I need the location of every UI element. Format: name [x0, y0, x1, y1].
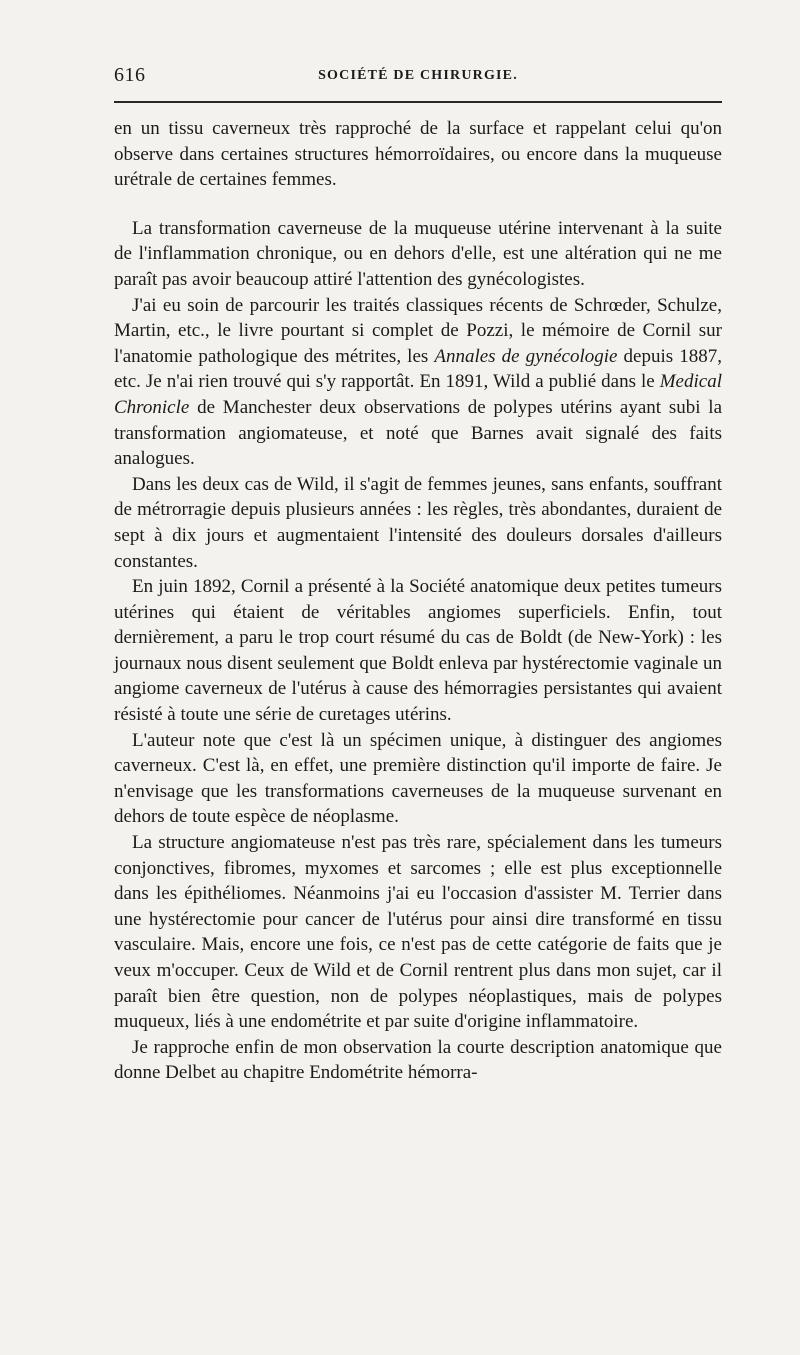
- text-segment: La transformation caverneuse de la muqueuse utérine intervenant à la suite de l'inflammation chronique, ou en dehors d'elle, est une altération qui ne me paraît pas avoir beaucoup attiré l'attention des gynécologistes.: [114, 217, 722, 290]
- paragraph: [114, 574, 722, 728]
- journal-title-annales: Annales de gynécologie: [434, 345, 618, 367]
- text-segment: de Manchester deux observations de polypes utérins ayant subi la transformation angiomateuse, et noté que Barnes avait signalé des faits analogues.: [114, 396, 722, 470]
- text-segment: Dans les deux cas de Wild, il s'agit de femmes jeunes, sans enfants, souffrant de métrorragie depuis plusieurs années : les règles, très abondantes, duraient de sept à dix jours et augmentaient l'intensité des douleurs dorsales d'ailleurs constantes.: [114, 473, 722, 572]
- header-rule: [114, 101, 722, 103]
- paragraph: [114, 1035, 722, 1086]
- text-segment: La structure angiomateuse n'est pas très rare, spécialement dans les tumeurs conjonctives, fibromes, myxomes et sarcomes ; elle est plus exceptionnelle dans les épithéliomes. Néanmoins j'ai eu l'occasion d'assister M. Terrier dans une hystérectomie pour cancer de l'utérus pour ainsi dire transformé en tissu vasculaire. Mais, encore une fois, ce n'est pas de cette catégorie de faits que je veux m'occuper. Ceux de Wild et de Cornil rentrent plus dans mon sujet, car il paraît bien être question, non de polypes néoplastiques, mais de polypes muqueux, liés à une endométrite et par suite d'origine inflammatoire.: [114, 832, 722, 1033]
- paragraph: [114, 728, 722, 830]
- body-text: [114, 116, 722, 1086]
- text-segment: depuis 1887, etc. Je n'ai rien trouvé qui s'y rapportât. En 1891, Wild a publié dans le: [114, 345, 722, 393]
- text-segment: En juin 1892, Cornil a présenté à la Société anatomique deux petites tumeurs utérines qui étaient de véritables angiomes superficiels. Enfin, tout dernièrement, a paru le trop court résumé du cas de Boldt (de New-York) : les journaux nous disent seulement que Boldt enleva par hystérectomie vaginale un angiome caverneux de l'utérus à cause des hémorragies persistantes qui avaient résisté à toute une série de curetages utérins.: [114, 576, 722, 726]
- running-title: SOCIÉTÉ DE CHIRURGIE.: [318, 68, 518, 83]
- text-segment: J'ai eu soin de parcourir les traités classiques récents de Schrœder, Schulze, Martin, etc., le livre pourtant si complet de Pozzi, le mémoire de Cornil sur l'anatomie pathologique des métrites, les: [114, 294, 722, 367]
- page-number: 616: [114, 64, 146, 86]
- paragraph: [114, 472, 722, 574]
- page-header: [114, 64, 722, 88]
- text-segment: en un tissu caverneux très rapproché de la surface et rappelant celui qu'on observe dans certaines structures hémorroïdaires, ou encore dans la muqueuse urétrale de certaines femmes.: [114, 118, 722, 191]
- paragraph: [114, 216, 722, 293]
- text-segment: L'auteur note que c'est là un spécimen unique, à distinguer des angiomes caverneux. C'est là, en effet, une première distinction qu'il importe de faire. Je n'envisage que les transformations caverneuses de la muqueuse survenant en dehors de toute espèce de néoplasme.: [114, 729, 722, 828]
- text-segment: Je rapproche enfin de mon observation la courte description anatomique que donne Delbet au chapitre Endométrite hémorra-: [114, 1036, 722, 1084]
- paragraph: [114, 116, 722, 193]
- paragraph: [114, 830, 722, 1035]
- paragraph: [114, 293, 722, 472]
- journal-title-medical-chronicle: Medical Chronicle: [114, 371, 722, 418]
